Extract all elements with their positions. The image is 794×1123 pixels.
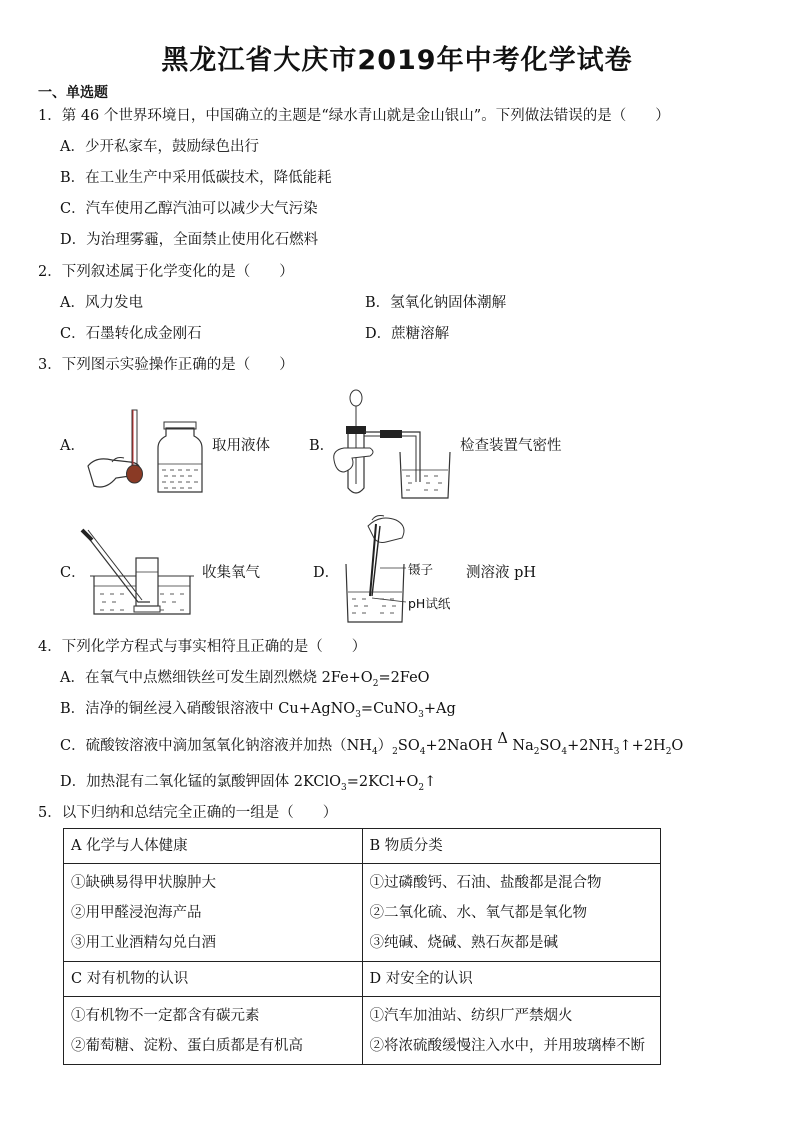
option-c-item-1: ①有机物不一定都含有碳元素 bbox=[71, 1008, 260, 1024]
question-3-option-d-text: 测溶液 pH bbox=[466, 565, 537, 581]
option-a-items bbox=[64, 864, 363, 962]
tweezers-label: 镊子 bbox=[408, 562, 434, 577]
option-c-heading[interactable]: C 对有机物的认识 bbox=[64, 962, 363, 997]
question-3-option-b-letter[interactable]: B． bbox=[309, 438, 335, 454]
question-1-option-a[interactable]: A．少开私家车，鼓励绿色出行 bbox=[60, 139, 259, 155]
question-3-stem: 3．下列图示实验操作正确的是（ ） bbox=[38, 357, 294, 373]
option-b-items bbox=[362, 864, 661, 962]
question-4-stem: 4．下列化学方程式与事实相符且正确的是（ ） bbox=[38, 639, 367, 655]
option-d-items bbox=[362, 997, 661, 1065]
question-2-option-a[interactable]: A．风力发电 bbox=[60, 295, 143, 311]
option-b-heading[interactable]: B 物质分类 bbox=[362, 829, 661, 864]
ph-paper-label: pH试纸 bbox=[408, 596, 451, 611]
question-4-option-a[interactable]: A．在氧气中点燃细铁丝可发生剧烈燃烧 $2Fe+O_2=2FeO$ bbox=[60, 670, 430, 689]
question-1-stem: 1．第 46 个世界环境日，中国确立的主题是“绿水青山就是金山银山”。下列做法错误的是（ ） bbox=[38, 108, 670, 124]
option-d-item-2: ②将浓硫酸缓慢注入水中，并用玻璃棒不断 bbox=[369, 1038, 645, 1054]
figure-c-collect-oxygen bbox=[80, 528, 196, 618]
question-1-option-d[interactable]: D．为治理雾霾，全面禁止使用化石燃料 bbox=[60, 232, 319, 248]
option-b-item-1: ①过磷酸钙、石油、盐酸都是混合物 bbox=[369, 875, 602, 891]
question-3-option-a-text: 取用液体 bbox=[212, 438, 270, 454]
question-4-option-c[interactable]: C．硫酸铵溶液中滴加氢氧化钠溶液并加热$(NH_4)_2SO_4+2NaOH$ Δ $Na_2SO_4+2NH_3↑+2H_2O$ bbox=[60, 731, 684, 757]
question-4-option-b[interactable]: B．洁净的铜丝浸入硝酸银溶液中 Cu+AgNO$_3$=CuNO$_3$+Ag bbox=[60, 701, 456, 720]
question-3-option-c-letter[interactable]: C． bbox=[60, 565, 86, 581]
question-2-option-d[interactable]: D．蔗糖溶解 bbox=[365, 326, 450, 342]
option-b-item-3: ③纯碱、烧碱、熟石灰都是碱 bbox=[369, 935, 558, 951]
heat-delta-symbol: Δ bbox=[497, 731, 508, 747]
figure-d-measure-ph bbox=[336, 512, 410, 624]
page-title: 黑龙江省大庆市2019年中考化学试卷 bbox=[161, 45, 633, 76]
figure-a-pour-liquid bbox=[86, 406, 206, 498]
question-2-stem: 2．下列叙述属于化学变化的是（ ） bbox=[38, 264, 294, 280]
option-a-item-1: ①缺碘易得甲状腺肿大 bbox=[71, 875, 216, 891]
option-a-item-2: ②用甲醛浸泡海产品 bbox=[71, 905, 202, 921]
question-1-option-c[interactable]: C．汽车使用乙醇汽油可以减少大气污染 bbox=[60, 201, 318, 217]
question-1-option-b[interactable]: B．在工业生产中采用低碳技术，降低能耗 bbox=[60, 170, 332, 186]
question-5-stem: 5．以下归纳和总结完全正确的一组是（ ） bbox=[38, 805, 338, 821]
question-2-option-c[interactable]: C．石墨转化成金刚石 bbox=[60, 326, 202, 342]
question-3-option-b-text: 检查装置气密性 bbox=[460, 438, 562, 454]
question-5-table bbox=[63, 828, 661, 1065]
question-4-option-d[interactable]: D．加热混有二氧化锰的氯酸钾固体 $2KClO_3=2KCl+O_2↑$ bbox=[60, 774, 437, 793]
option-b-item-2: ②二氧化硫、水、氧气都是氧化物 bbox=[369, 905, 587, 921]
section-heading: 一、单选题 bbox=[38, 85, 108, 101]
option-a-heading[interactable]: A 化学与人体健康 bbox=[64, 829, 363, 864]
option-d-item-1: ①汽车加油站、纺织厂严禁烟火 bbox=[369, 1008, 573, 1024]
figure-b-check-airtightness bbox=[330, 388, 454, 500]
question-3-option-d-letter[interactable]: D． bbox=[313, 565, 340, 581]
option-c-items bbox=[64, 997, 363, 1065]
question-3-option-a-letter[interactable]: A． bbox=[60, 438, 85, 454]
question-3-option-c-text: 收集氧气 bbox=[202, 565, 260, 581]
option-a-item-3: ③用工业酒精勾兑白酒 bbox=[71, 935, 216, 951]
option-c-item-2: ②葡萄糖、淀粉、蛋白质都是有机高 bbox=[71, 1038, 303, 1054]
question-2-option-b[interactable]: B．氢氧化钠固体潮解 bbox=[365, 295, 507, 311]
option-d-heading[interactable]: D 对安全的认识 bbox=[362, 962, 661, 997]
